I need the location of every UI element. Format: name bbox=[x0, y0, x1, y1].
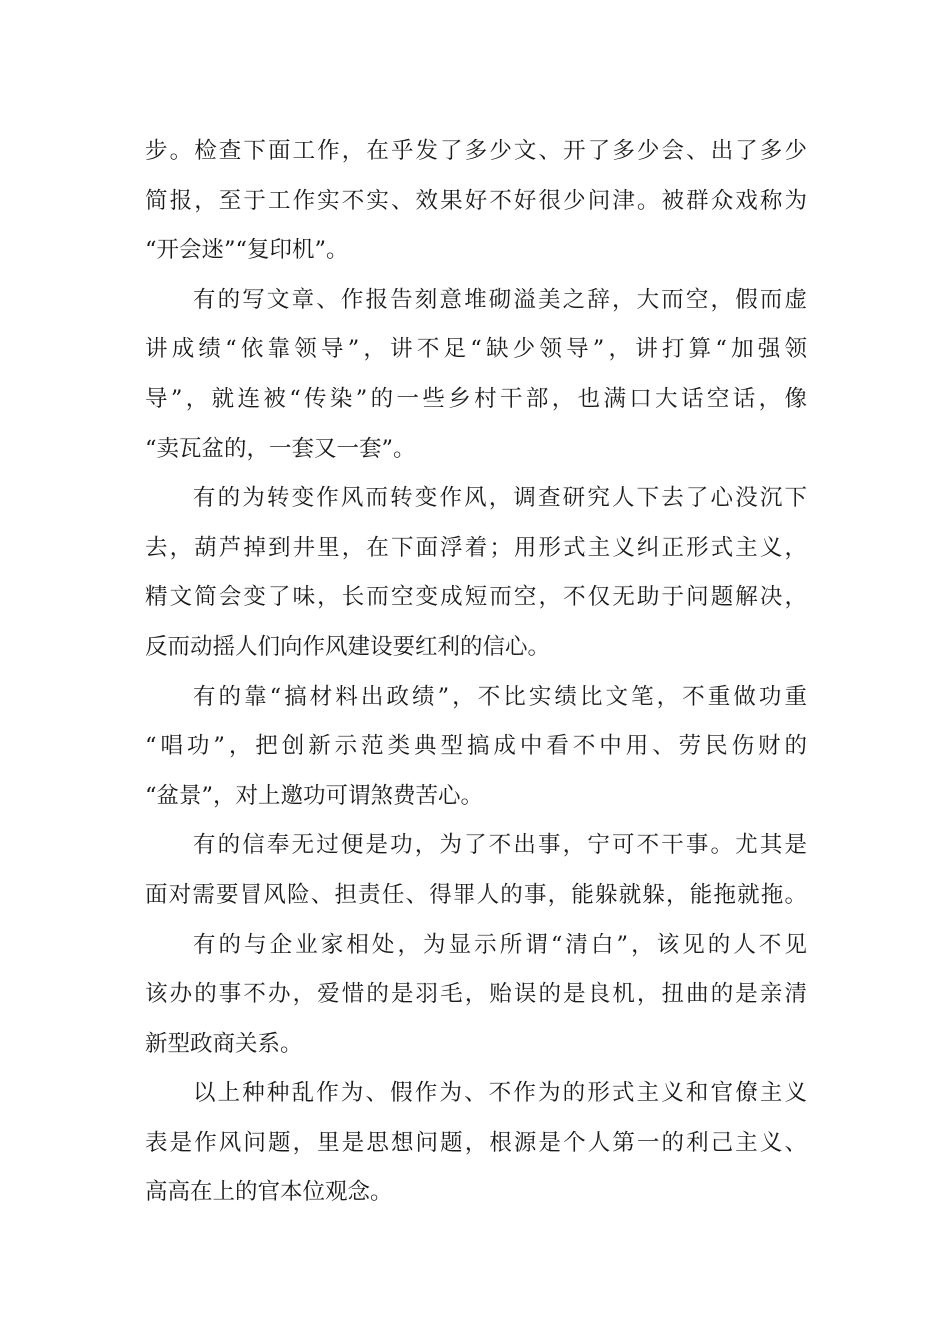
document-body bbox=[145, 127, 807, 1218]
text-line: “开会迷”“复印机”。 bbox=[145, 237, 349, 264]
text-line: 精文简会变了味，长而空变成短而空，不仅无助于问题解决， bbox=[145, 584, 807, 611]
text-line: 表是作风问题，里是思想问题，根源是个人第一的利己主义、 bbox=[145, 1129, 807, 1156]
text-line: 反而动摇人们向作风建设要红利的信心。 bbox=[145, 633, 551, 660]
paragraph-first-line: 有的写文章、作报告刻意堆砌溢美之辞，大而空，假而虚 bbox=[193, 286, 807, 313]
text-line: 该办的事不办，爱惜的是羽毛，贻误的是良机，扭曲的是亲清 bbox=[145, 981, 807, 1008]
paragraph-first-line: 有的靠“搞材料出政绩”，不比实绩比文笔，不重做功重 bbox=[193, 683, 807, 710]
text-line: 面对需要冒风险、担责任、得罪人的事，能躲就躲，能拖就拖。 bbox=[145, 881, 807, 908]
text-line: 简报，至于工作实不实、效果好不好很少问津。被群众戏称为 bbox=[145, 187, 807, 214]
text-line: “唱功”，把创新示范类典型搞成中看不中用、劳民伤财的 bbox=[145, 733, 807, 760]
text-line: 导”，就连被“传染”的一些乡村干部，也满口大话空话，像 bbox=[145, 385, 807, 412]
paragraph-first-line: 有的为转变作风而转变作风，调查研究人下去了心没沉下 bbox=[193, 485, 807, 512]
text-line: 步。检查下面工作，在乎发了多少文、开了多少会、出了多少 bbox=[145, 138, 807, 164]
text-line: “盆景”，对上邀功可谓煞费苦心。 bbox=[145, 782, 484, 809]
paragraph-first-line: 有的信奉无过便是功，为了不出事，宁可不干事。尤其是 bbox=[193, 832, 807, 859]
text-line: 去，葫芦掉到井里，在下面浮着；用形式主义纠正形式主义， bbox=[145, 534, 807, 561]
text-line: 高高在上的官本位观念。 bbox=[145, 1179, 393, 1206]
text-line: 新型政商关系。 bbox=[145, 1030, 303, 1057]
paragraph-first-line: 有的与企业家相处，为显示所谓“清白”，该见的人不见 bbox=[193, 931, 807, 958]
paragraph-first-line: 以上种种乱作为、假作为、不作为的形式主义和官僚主义 bbox=[193, 1080, 807, 1107]
text-line: “卖瓦盆的，一套又一套”。 bbox=[145, 435, 416, 462]
text-line: 讲成绩“依靠领导”，讲不足“缺少领导”，讲打算“加强领 bbox=[145, 336, 807, 363]
